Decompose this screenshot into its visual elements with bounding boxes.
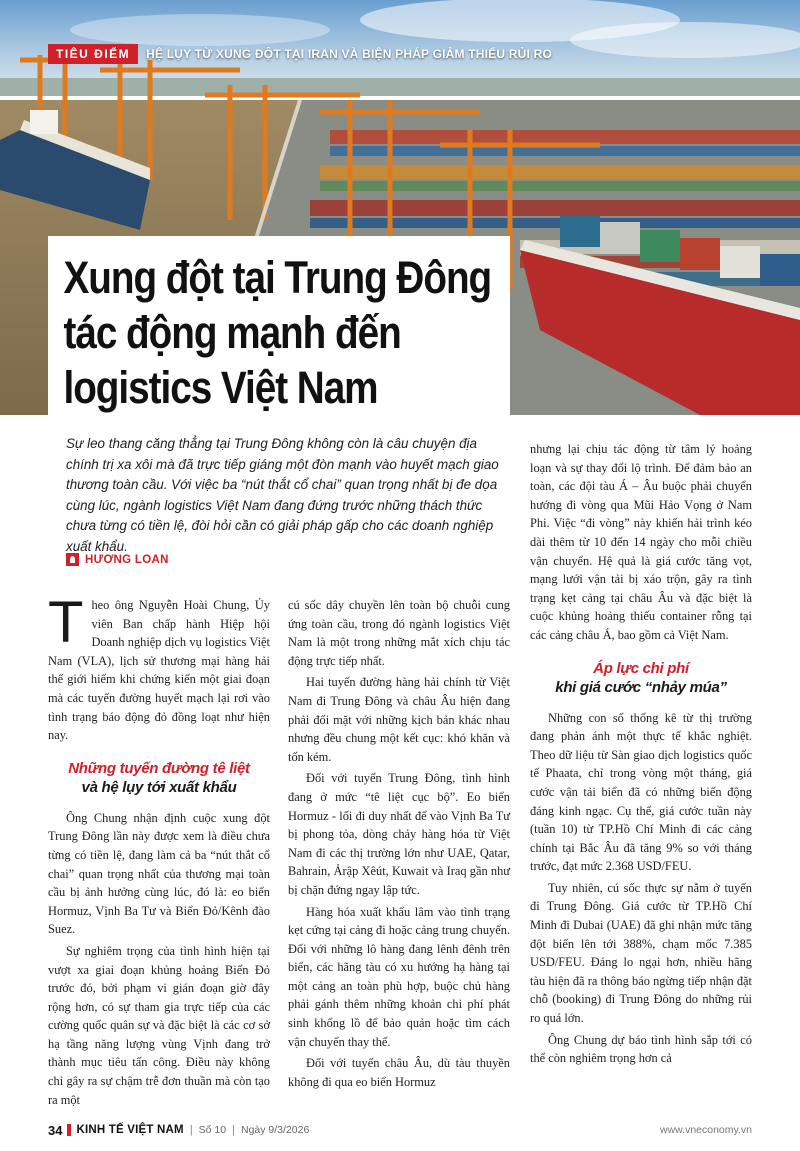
issue-number: Số 10 [198, 1124, 227, 1136]
footer-accent-bar [67, 1124, 71, 1136]
body-column-2 [288, 596, 510, 1094]
title-line: Xung đột tại Trung Đông [63, 252, 492, 303]
section-rubric [48, 44, 552, 64]
paragraph: Những con số thống kê từ thị trường đang phản ánh một thực tế khắc nghiệt. Theo dữ liệu từ Sàn giao dịch logistics quốc tế Phaata, chỉ trong vòng một tháng, giá cước vận tải biển đã có những biến động đáng kinh ngạc. Cụ thể, giá cước tuần này (tuần 10) từ TP.Hồ Chí Minh đi các cảng chính tại Bắc Âu đã tăng 9% so với tháng trước, đạt mức 2.368 USD/FEU. [530, 710, 752, 874]
paragraph: Hàng hóa xuất khẩu lâm vào tình trạng kẹt cứng tại cảng đi hoặc cảng trung chuyển. Đối với những lô hàng đang lênh đênh trên biển, các hãng tàu có xu hướng hạ hàng tại một cảng an toàn phù hợp, buộc chủ hàng phải gánh thêm những khoản chi phí phát sinh khổng lồ để bảo quản hoặc tìm cách vận chuyển thay thế. [288, 904, 510, 1049]
footer-separator: | [232, 1124, 235, 1136]
byline [66, 553, 169, 566]
paragraph: Hai tuyến đường hàng hải chính từ Việt Nam đi Trung Đông và châu Âu hiện đang phải đối mặt với những kịch bản khác nhau nhưng đều chung một kết cục: khó khăn và tốn kém. [288, 675, 510, 764]
paragraph: cú sốc dây chuyền lên toàn bộ chuỗi cung ứng toàn cầu, trong đó ngành logistics Việt Nam là một trong những mắt xích chịu tác động trực tiếp nhất. [288, 598, 510, 668]
page-footer [48, 1120, 752, 1140]
paragraph: Đối với tuyến châu Âu, dù tàu thuyền không đi qua eo biển Hormuz [288, 1056, 510, 1089]
body-column-3 [530, 440, 752, 1071]
paragraph-text: heo ông Nguyễn Hoài Chung, Ủy viên Ban chấp hành Hiệp hội Doanh nghiệp dịch vụ logistics Việt Nam (VLA), lịch sử thương mại hàng hải thế giới hiếm khi chứng kiến một giai đoạn mà các tuyến đường huyết mạch lại rơi vào tình trạng báo động đỏ đồng loạt như hiện nay. [48, 598, 270, 743]
subheading [48, 759, 270, 797]
paragraph: Sự nghiêm trọng của tình hình hiện tại vượt xa giai đoạn khủng hoảng Biển Đỏ trước đó, bởi phạm vi gián đoạn giờ đây rộng hơn, có sự tham gia trực tiếp của các cường quốc quân sự và đặc biệt là các cơ sở hạ tầng năng lượng vùng Vịnh đang trở thành mục tiêu tấn công. Điều này không chỉ gây ra sự chậm trễ đơn thuần mà còn tạo ra một [48, 943, 270, 1107]
subheading [530, 659, 752, 697]
body-column-1 [48, 590, 270, 1112]
rubric-tag: TIÊU ĐIỂM [48, 44, 138, 64]
headline-box [48, 236, 510, 416]
paragraph: Ông Chung nhận định cuộc xung đột Trung Đông lần này được xem là điều chưa từng có tiền lệ, đang làm cả ba “nút thắt cổ chai” quan trọng nhất của thương mại toàn cầu bị ảnh hưởng cùng lúc, đó là: eo biển Hormuz, Vịnh Ba Tư và Biển Đỏ/Kênh đào Suez. [48, 810, 270, 937]
author-icon [66, 553, 79, 566]
subheading-line-2: khi giá cước “nhảy múa” [555, 678, 727, 696]
paragraph: Đối với tuyến Trung Đông, tình hình đang ở mức “tê liệt cục bộ”. Eo biển Hormuz - lối đi duy nhất để vào Vịnh Ba Tư bị phong tỏa, dòng chảy hàng hóa từ Việt Nam đi các thị trường lớn như UAE, Qatar, Bahrain, Ảrập Xêút, Kuwait và Iraq gần như bị chặn đứng ngay lập tức. [288, 771, 510, 897]
paragraph: nhưng lại chịu tác động từ tâm lý hoảng loạn và sự thay đổi lộ trình. Để đảm bảo an toàn, các đội tàu Á – Âu buộc phải chuyển hướng đi vòng qua Mũi Hảo Vọng ở Nam Phi. Việc “đi vòng” này khiến hải trình kéo dài thêm từ 10 đến 14 ngày cho mỗi chiều vận chuyển. Hệ quả là giá cước tăng vọt, mạng lưới vận tải bị xáo trộn, gây ra tình trạng kẹt cảng tại châu Âu và đặc biệt là cuộc khủng hoảng thiếu container rỗng tại các cảng châu Á, bao gồm cả Việt Nam. [530, 442, 752, 642]
rubric-topic: HỆ LỤY TỪ XUNG ĐỘT TẠI IRAN VÀ BIỆN PHÁP GIẢM THIỂU RỦI RO [146, 47, 552, 61]
title-line: logistics Việt Nam [63, 362, 378, 413]
website-link[interactable]: www.vneconomy.vn [659, 1124, 752, 1136]
article-title [48, 236, 512, 415]
subheading-line-1: Áp lực chi phí [593, 659, 689, 677]
article-sapo: Sự leo thang căng thẳng tại Trung Đông không còn là câu chuyện địa chính trị xa xôi mà đã trực tiếp giáng một đòn mạnh vào huyết mạch giao thương toàn cầu. Với việc ba “nút thắt cổ chai” quan trọng nhất bị đe dọa cùng lúc, ngành logistics Việt Nam đang đứng trước những thách thức chưa từng có tiền lệ, đòi hỏi cần có giải pháp gấp cho các doanh nghiệp xuất khẩu. [66, 436, 499, 554]
magazine-name: KINH TẾ VIỆT NAM [76, 1124, 184, 1136]
paragraph [48, 590, 270, 745]
subheading-line-2: và hệ lụy tới xuất khẩu [81, 778, 237, 796]
title-line: tác động mạnh đến [63, 307, 401, 358]
issue-date: Ngày 9/3/2026 [240, 1124, 310, 1136]
paragraph: Ông Chung dự báo tình hình sắp tới có thể còn nghiêm trọng hơn cả [530, 1032, 752, 1066]
page-number: 34 [48, 1122, 63, 1138]
footer-separator: | [189, 1124, 193, 1136]
drop-cap: T [48, 590, 84, 655]
subheading-line-1: Những tuyến đường tê liệt [68, 759, 250, 777]
author-name: HƯƠNG LOAN [85, 553, 169, 566]
paragraph: Tuy nhiên, cú sốc thực sự nằm ở tuyến đi Trung Đông. Giá cước từ TP.Hồ Chí Minh đi Dubai (UAE) đã ghi nhận mức tăng đột biến lên tới 388%, chạm mốc 7.385 USD/FEU. Đáng lo ngại hơn, nhiều hãng tàu hiện đã ra thông báo ngừng tiếp nhận đặt chỗ (booking) đi Trung Đông do những rủi ro quá lớn. [530, 880, 752, 1026]
